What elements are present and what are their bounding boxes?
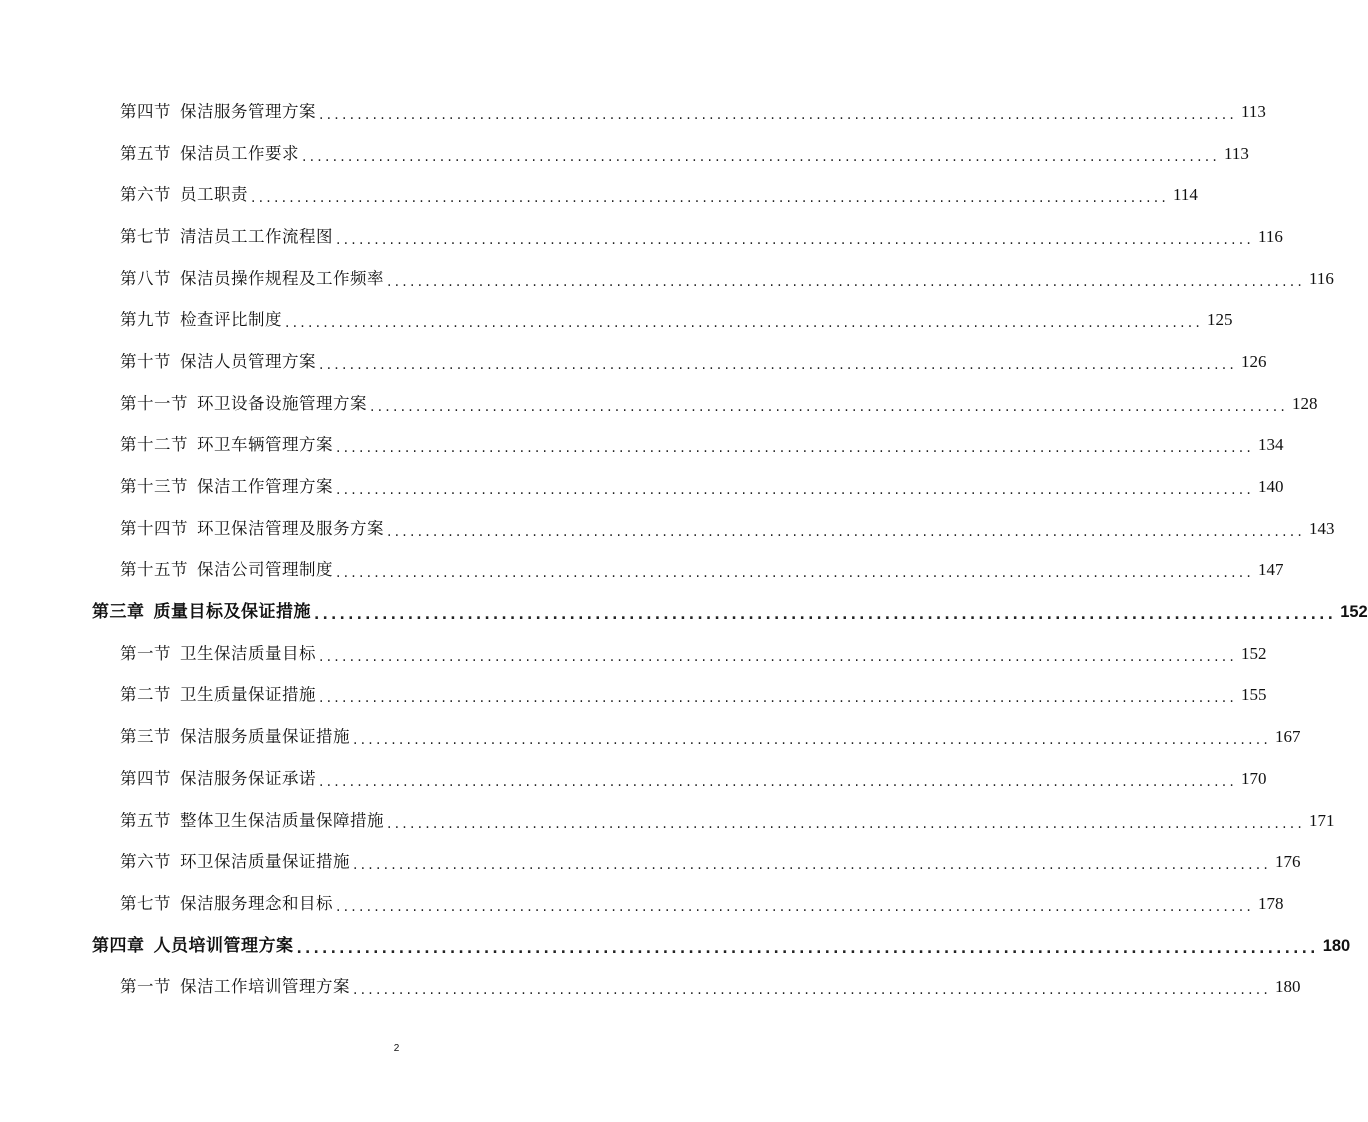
toc-entry[interactable] — [0, 550, 1284, 592]
toc-entry-number: 第三节 — [120, 727, 171, 747]
toc-entry-number: 第十一节 — [120, 393, 188, 413]
toc-entry-page: 125 — [1207, 310, 1233, 330]
toc-entry-page: 134 — [1258, 435, 1284, 455]
toc-entry-page: 167 — [1275, 727, 1301, 747]
dot-leader: ........................................................................................................................ — [251, 190, 1170, 207]
toc-entry-number: 第十五节 — [120, 560, 188, 580]
toc-entry-number: 第十节 — [120, 351, 171, 371]
toc-entry-page: 171 — [1309, 810, 1335, 830]
dot-leader: ........................................................................................................................ — [319, 690, 1238, 707]
dot-leader: ........................................................................................................................ — [319, 773, 1238, 790]
toc-entry-title: 保洁员工作要求 — [180, 143, 299, 163]
toc-entry[interactable] — [0, 91, 1266, 133]
toc-entry-number: 第七节 — [120, 893, 171, 913]
toc-entry-page: 113 — [1241, 101, 1266, 121]
dot-leader: ........................................................................................................................ — [353, 857, 1272, 874]
toc-entry[interactable] — [0, 383, 1318, 425]
toc-entry-title: 检查评比制度 — [180, 310, 282, 330]
dot-leader: ........................................................................................................................ — [336, 440, 1255, 457]
toc-entry[interactable] — [0, 425, 1284, 467]
toc-entry-page: 180 — [1275, 977, 1301, 997]
toc-entry-label — [120, 685, 316, 705]
toc-entry-label — [120, 435, 333, 455]
toc-entry-number: 第二节 — [120, 685, 171, 705]
toc-entry-label — [92, 936, 294, 956]
dot-leader: ........................................................................................................................ — [387, 815, 1306, 832]
toc-entry-title: 保洁服务质量保证措施 — [180, 727, 350, 747]
toc-entry-title: 卫生质量保证措施 — [180, 685, 316, 705]
toc-entry-number: 第十四节 — [120, 518, 188, 538]
toc-entry[interactable] — [0, 174, 1198, 216]
toc-entry[interactable] — [0, 758, 1267, 800]
toc-entry[interactable] — [0, 133, 1249, 175]
toc-entry[interactable] — [0, 466, 1284, 508]
toc-entry-page: 170 — [1241, 768, 1267, 788]
toc-entry-label — [120, 852, 350, 872]
toc-entry-title: 保洁工作培训管理方案 — [180, 977, 350, 997]
toc-entry-label — [120, 477, 333, 497]
toc-entry-number: 第五节 — [120, 143, 171, 163]
dot-leader: ........................................................................................................................ — [319, 106, 1238, 123]
toc-entry-title: 保洁人员管理方案 — [180, 351, 316, 371]
toc-entry[interactable] — [0, 800, 1335, 842]
toc-entry-label — [120, 227, 333, 247]
toc-entry[interactable] — [0, 883, 1284, 925]
dot-leader: ........................................................................................................................ — [296, 940, 1319, 957]
toc-entry-label — [120, 102, 316, 122]
dot-leader: ........................................................................................................................ — [387, 273, 1306, 290]
dot-leader: ........................................................................................................................ — [370, 398, 1289, 415]
page-number: 2 — [393, 1043, 400, 1054]
toc-entry-page: 180 — [1322, 936, 1351, 955]
toc-entry-label — [120, 352, 316, 372]
toc-entry-number: 第一节 — [120, 977, 171, 997]
toc-entry-number: 第八节 — [120, 268, 171, 288]
toc-entry-title: 保洁服务理念和目标 — [180, 893, 333, 913]
toc-entry-page: 147 — [1258, 560, 1284, 580]
dot-leader: ........................................................................................................................ — [285, 315, 1204, 332]
toc-entry[interactable] — [0, 216, 1283, 258]
table-of-contents — [0, 91, 1368, 1008]
toc-entry-page: 116 — [1258, 226, 1283, 246]
toc-entry-title: 保洁员操作规程及工作频率 — [180, 268, 384, 288]
toc-entry-title: 保洁工作管理方案 — [197, 477, 333, 497]
dot-leader: ........................................................................................................................ — [336, 898, 1255, 915]
toc-entry-label — [120, 394, 367, 414]
toc-entry-label — [120, 185, 248, 205]
toc-entry-number: 第十二节 — [120, 435, 188, 455]
dot-leader: ........................................................................................................................ — [336, 482, 1255, 499]
toc-entry-title: 清洁员工工作流程图 — [180, 226, 333, 246]
toc-entry-title: 保洁公司管理制度 — [197, 560, 333, 580]
toc-chapter-entry[interactable] — [0, 591, 1368, 633]
toc-entry-page: 113 — [1224, 143, 1249, 163]
dot-leader: ........................................................................................................................ — [302, 148, 1221, 165]
toc-entry-label — [120, 769, 316, 789]
dot-leader: ........................................................................................................................ — [353, 982, 1272, 999]
toc-entry[interactable] — [0, 633, 1267, 675]
toc-entry-label — [120, 811, 384, 831]
toc-entry-title: 环卫设备设施管理方案 — [197, 393, 367, 413]
toc-entry-page: 155 — [1241, 685, 1267, 705]
toc-entry-page: 126 — [1241, 351, 1267, 371]
dot-leader: ........................................................................................................................ — [336, 231, 1255, 248]
toc-entry[interactable] — [0, 841, 1301, 883]
toc-entry-number: 第三章 — [92, 602, 145, 623]
toc-entry-title: 卫生保洁质量目标 — [180, 643, 316, 663]
toc-entry[interactable] — [0, 299, 1233, 341]
toc-entry-page: 128 — [1292, 393, 1318, 413]
toc-entry[interactable] — [0, 966, 1301, 1008]
toc-entry-label — [92, 602, 311, 622]
toc-entry-page: 178 — [1258, 893, 1284, 913]
toc-entry-number: 第五节 — [120, 810, 171, 830]
toc-entry-label — [120, 977, 350, 997]
toc-entry-page: 152 — [1241, 643, 1267, 663]
toc-entry[interactable] — [0, 716, 1301, 758]
toc-entry-title: 人员培训管理方案 — [153, 935, 294, 956]
toc-entry[interactable] — [0, 341, 1267, 383]
dot-leader: ........................................................................................................................ — [353, 732, 1272, 749]
dot-leader: ........................................................................................................................ — [336, 565, 1255, 582]
toc-entry[interactable] — [0, 508, 1335, 550]
toc-entry-title: 整体卫生保洁质量保障措施 — [180, 810, 384, 830]
toc-entry-label — [120, 894, 333, 914]
toc-entry-label — [120, 560, 333, 580]
toc-entry-title: 保洁服务管理方案 — [180, 101, 316, 121]
dot-leader: ........................................................................................................................ — [314, 607, 1337, 624]
toc-entry-page: 176 — [1275, 852, 1301, 872]
dot-leader: ........................................................................................................................ — [319, 648, 1238, 665]
toc-entry-page: 114 — [1173, 185, 1198, 205]
dot-leader: ........................................................................................................................ — [387, 523, 1306, 540]
toc-entry-label — [120, 727, 350, 747]
toc-entry-number: 第九节 — [120, 310, 171, 330]
toc-entry-page: 152 — [1340, 603, 1368, 622]
toc-entry-number: 第四章 — [92, 935, 145, 956]
toc-entry-label — [120, 519, 384, 539]
toc-entry-page: 116 — [1309, 268, 1334, 288]
toc-entry-title: 保洁服务保证承诺 — [180, 768, 316, 788]
toc-entry-title: 环卫保洁质量保证措施 — [180, 852, 350, 872]
toc-entry-title: 员工职责 — [180, 185, 248, 205]
toc-entry-number: 第一节 — [120, 643, 171, 663]
toc-entry-number: 第七节 — [120, 226, 171, 246]
dot-leader: ........................................................................................................................ — [319, 356, 1238, 373]
toc-entry-page: 140 — [1258, 477, 1284, 497]
toc-entry-number: 第六节 — [120, 185, 171, 205]
toc-entry-number: 第十三节 — [120, 477, 188, 497]
toc-entry-label — [120, 269, 384, 289]
toc-entry-title: 环卫保洁管理及服务方案 — [197, 518, 384, 538]
toc-entry-number: 第四节 — [120, 101, 171, 121]
toc-entry-label — [120, 310, 282, 330]
toc-entry[interactable] — [0, 258, 1334, 300]
toc-entry-label — [120, 644, 316, 664]
toc-entry-page: 143 — [1309, 518, 1335, 538]
toc-chapter-entry[interactable] — [0, 925, 1351, 967]
toc-entry-label — [120, 144, 299, 164]
toc-entry-number: 第四节 — [120, 768, 171, 788]
toc-entry-number: 第六节 — [120, 852, 171, 872]
toc-entry-title: 环卫车辆管理方案 — [197, 435, 333, 455]
toc-entry-title: 质量目标及保证措施 — [153, 602, 311, 623]
toc-entry[interactable] — [0, 675, 1267, 717]
